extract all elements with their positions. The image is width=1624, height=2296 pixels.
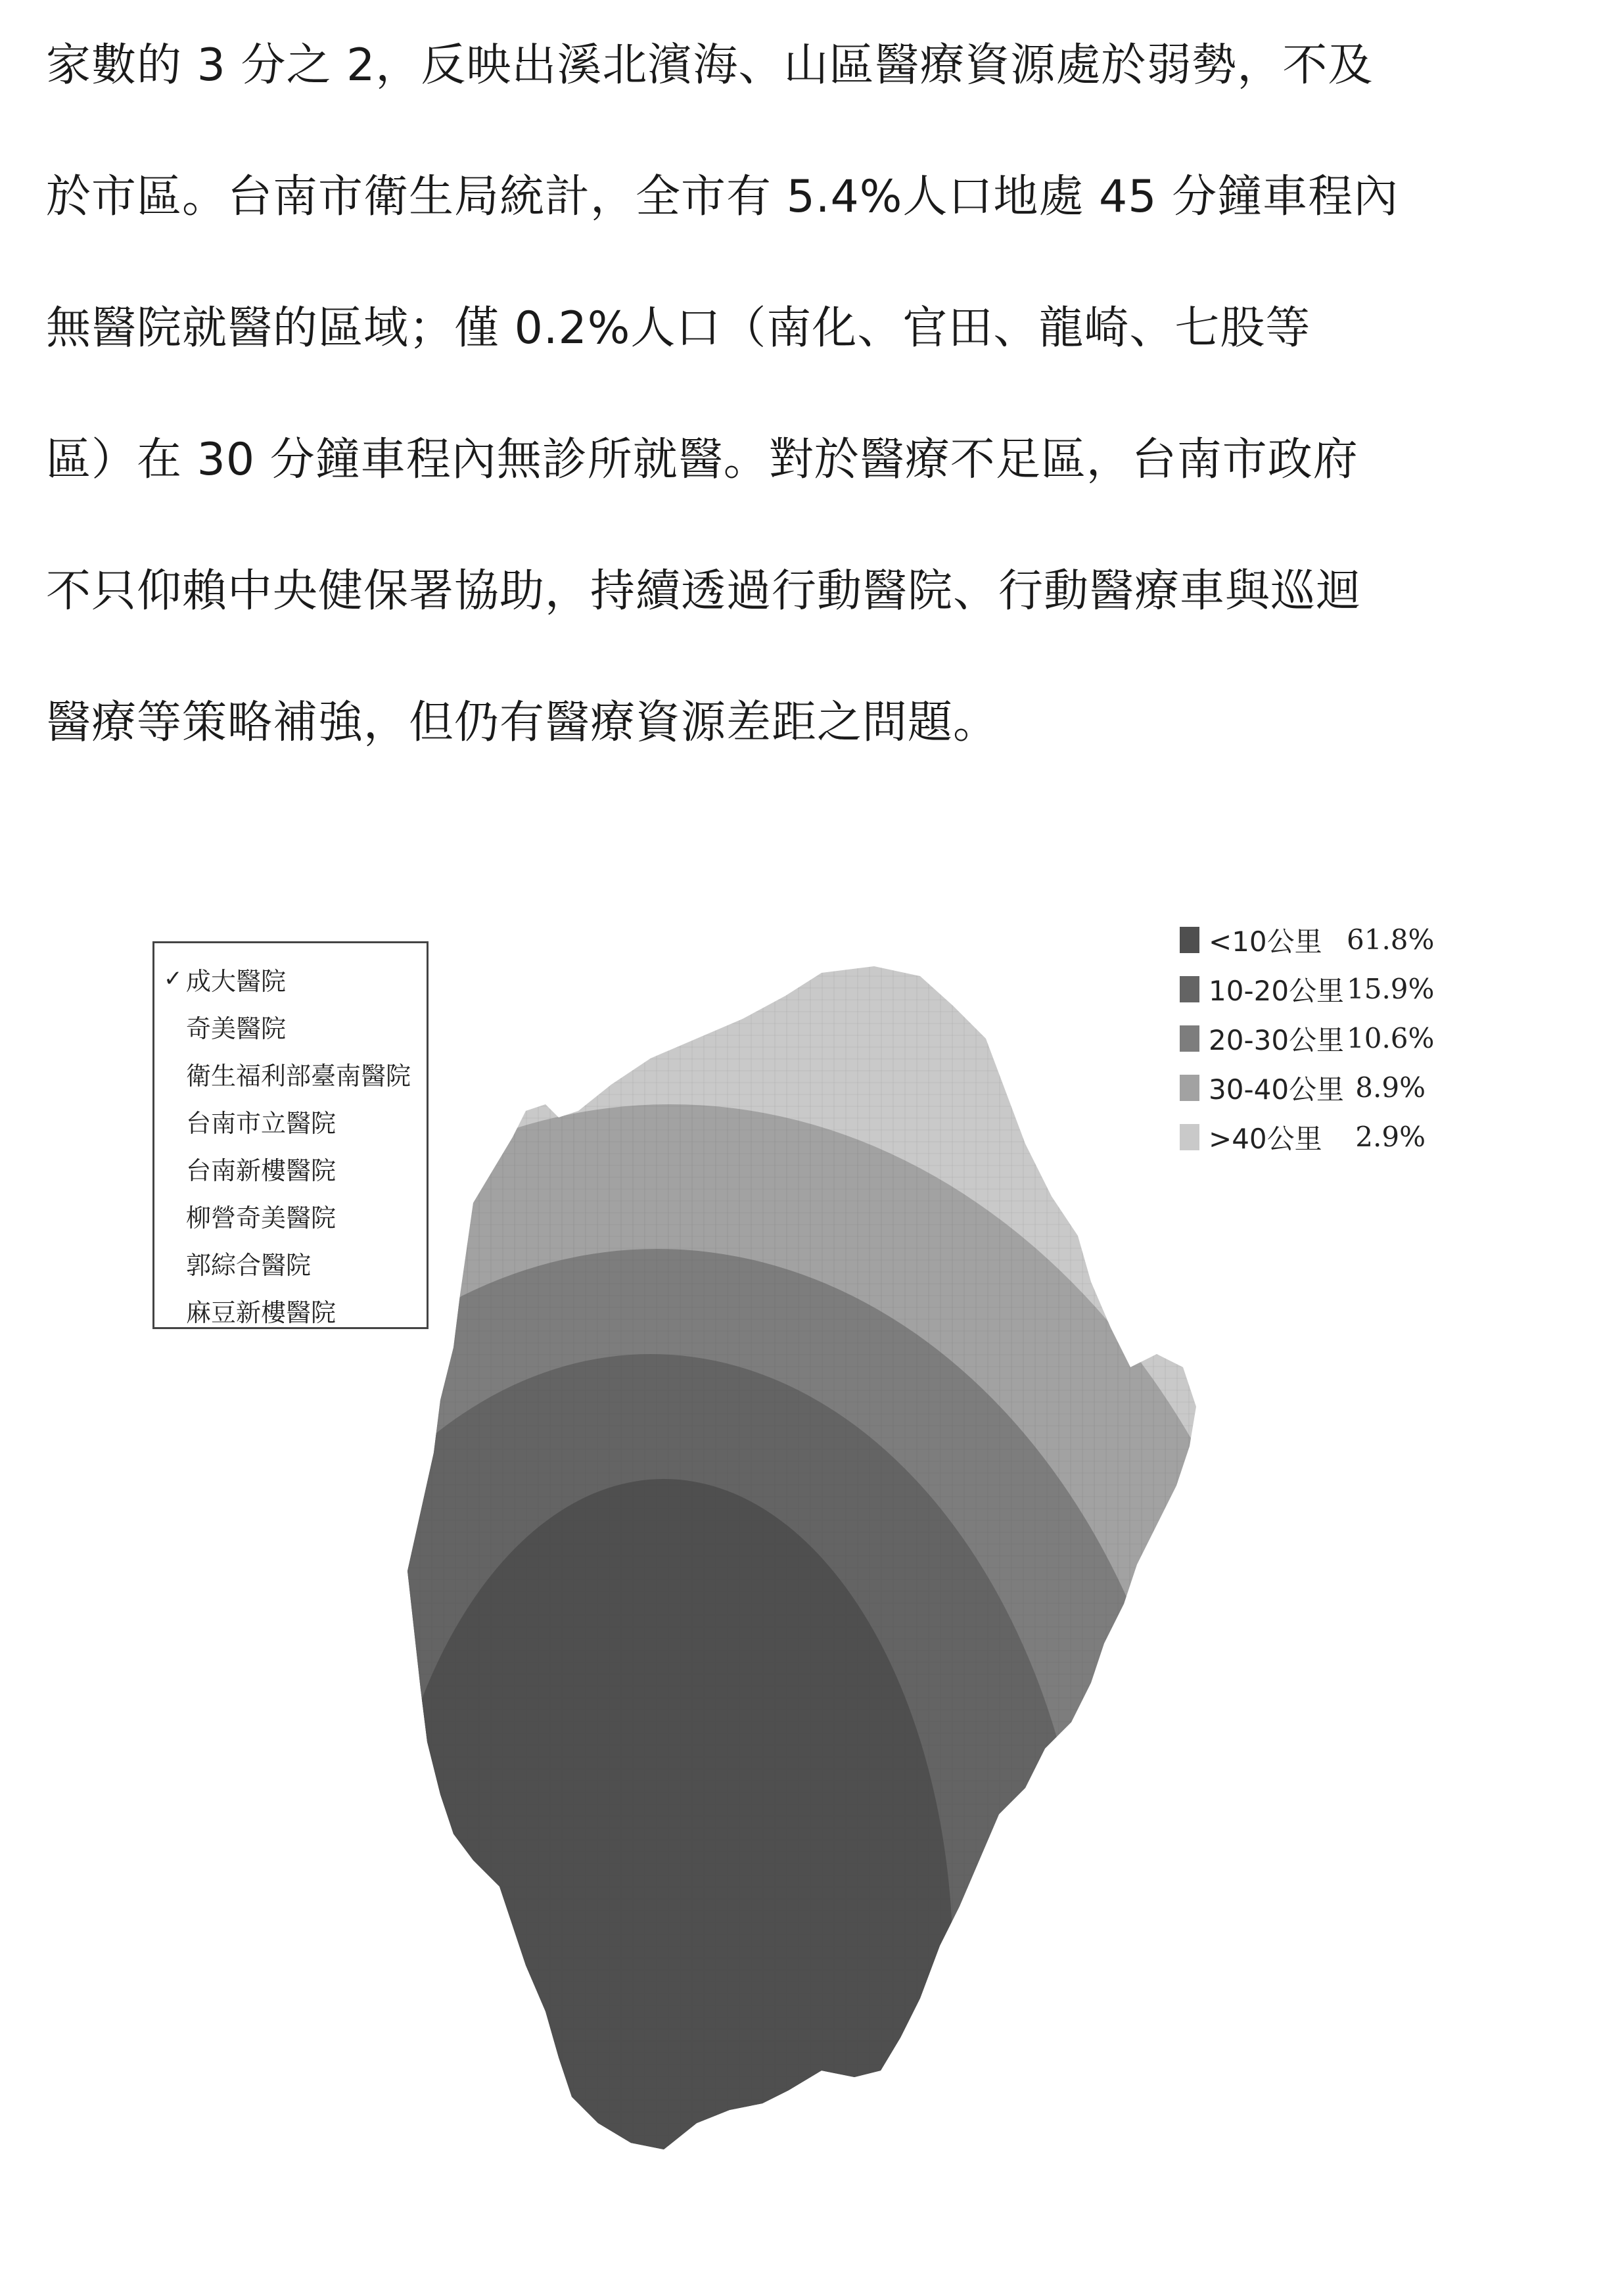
legend-label: <10公里 — [1209, 925, 1322, 958]
legend-swatch — [1180, 1075, 1199, 1101]
legend-entry — [1180, 915, 1456, 964]
legend-value: 61.8% — [1347, 924, 1435, 956]
hospital-option[interactable] — [164, 1002, 427, 1050]
hospital-option-label: 麻豆新樓醫院 — [186, 1298, 336, 1327]
hospital-option-label: 柳營奇美醫院 — [186, 1203, 336, 1232]
hospital-option[interactable] — [164, 1097, 427, 1144]
legend-label: 20-30公里 — [1209, 1023, 1345, 1056]
legend-label: 10-20公里 — [1209, 974, 1345, 1007]
legend-swatch — [1180, 1124, 1199, 1150]
hospital-option-label: 奇美醫院 — [186, 1014, 287, 1043]
hospital-option-label: 台南新樓醫院 — [186, 1156, 336, 1185]
legend-entry — [1180, 1112, 1456, 1161]
legend-label: >40公里 — [1209, 1122, 1322, 1155]
hospital-option[interactable] — [164, 955, 427, 1002]
hospital-selector — [152, 941, 429, 1329]
legend-entry — [1180, 1014, 1456, 1063]
distance-legend — [1180, 915, 1456, 1161]
paragraph-line: 區）在 30 分鐘車程內無診所就醫。對於醫療不足區，台南市政府 — [46, 434, 1358, 486]
legend-swatch — [1180, 927, 1199, 953]
check-icon: ✓ — [164, 966, 183, 992]
paragraph-line: 於市區。台南市衛生局統計，全市有 5.4%人口地處 45 分鐘車程內 — [46, 171, 1399, 223]
legend-value: 8.9% — [1355, 1071, 1426, 1104]
paragraph-line: 無醫院就醫的區域；僅 0.2%人口（南化、官田、龍崎、七股等 — [46, 302, 1311, 354]
legend-value: 2.9% — [1355, 1121, 1426, 1153]
paragraph-line: 醫療等策略補強，但仍有醫療資源差距之問題。 — [46, 697, 999, 749]
legend-value: 10.6% — [1347, 1022, 1435, 1054]
hospital-option-label: 衛生福利部臺南醫院 — [186, 1061, 411, 1090]
legend-label: 30-40公里 — [1209, 1073, 1345, 1106]
legend-entry — [1180, 1063, 1456, 1112]
legend-swatch — [1180, 976, 1199, 1002]
hospital-option-label: 台南市立醫院 — [186, 1108, 336, 1138]
hospital-option[interactable] — [164, 1144, 427, 1192]
hospital-option-label: 成大醫院 — [186, 966, 287, 996]
legend-entry — [1180, 964, 1456, 1014]
legend-value: 15.9% — [1347, 973, 1435, 1005]
hospital-option[interactable] — [164, 1050, 427, 1097]
legend-swatch — [1180, 1025, 1199, 1052]
hospital-option[interactable] — [164, 1192, 427, 1239]
paragraph-line: 不只仰賴中央健保署協助，持續透過行動醫院、行動醫療車與巡迴 — [46, 565, 1362, 617]
hospital-option[interactable] — [164, 1286, 427, 1334]
paragraph-line: 家數的 3 分之 2，反映出溪北濱海、山區醫療資源處於弱勢，不及 — [46, 39, 1374, 91]
hospital-option-label: 郭綜合醫院 — [186, 1250, 312, 1280]
hospital-option[interactable] — [164, 1239, 427, 1286]
